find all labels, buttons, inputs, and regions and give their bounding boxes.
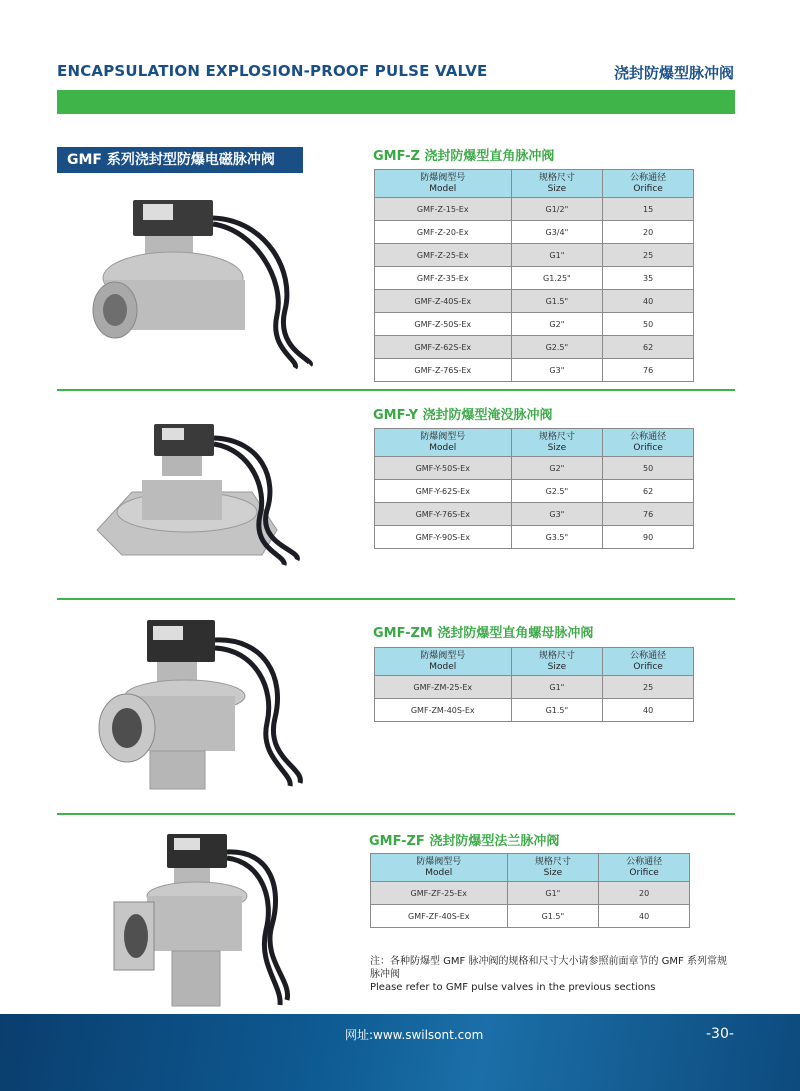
footer-website: 网址:www.swilsont.com [345, 1028, 484, 1042]
page-number: -30- [706, 1026, 734, 1042]
column-header-size: 规格尺寸 Size [507, 854, 599, 882]
valve-z-image [85, 190, 325, 370]
table-row: GMF-ZM-25-Ex G1" 25 [375, 676, 694, 699]
table-row: GMF-ZM-40S-Ex G1.5" 40 [375, 699, 694, 722]
green-banner [57, 90, 735, 114]
table-row: GMF-ZF-25-Ex G1" 20 [371, 882, 690, 905]
table-row: GMF-Y-90S-Ex G3.5" 90 [375, 526, 694, 549]
series-title: GMF 系列浇封型防爆电磁脉冲阀 [57, 147, 303, 173]
column-header-size: 规格尺寸 Size [511, 648, 603, 676]
spec-table-gmf-zm [374, 647, 694, 722]
section-divider [57, 598, 735, 600]
section-title-gmf-zm: GMF-ZM 浇封防爆型直角螺母脉冲阀 [373, 626, 594, 641]
column-header-model: 防爆阀型号 Model [375, 648, 512, 676]
valve-zm-image [95, 618, 315, 793]
spec-table-gmf-y [374, 428, 694, 549]
column-header-model: 防爆阀型号 Model [371, 854, 508, 882]
table-row: GMF-Y-50S-Ex G2" 50 [375, 457, 694, 480]
header-title-cn: 浇封防爆型脉冲阀 [613, 64, 734, 82]
valve-zf-image [112, 830, 312, 1010]
table-row: GMF-Z-25-Ex G1" 25 [375, 244, 694, 267]
column-header-orifice: 公称通径 Orifice [599, 854, 690, 882]
reference-note [370, 955, 730, 994]
note-en: Please refer to GMF pulse valves in the previous sections [370, 982, 656, 993]
column-header-orifice: 公称通径 Orifice [603, 429, 694, 457]
section-title-gmf-zf: GMF-ZF 浇封防爆型法兰脉冲阀 [369, 834, 560, 849]
section-divider [57, 389, 735, 391]
valve-y-image [92, 420, 322, 580]
section-title-gmf-z: GMF-Z 浇封防爆型直角脉冲阀 [373, 149, 555, 164]
table-row: GMF-Y-76S-Ex G3" 76 [375, 503, 694, 526]
header-title-en: ENCAPSULATION EXPLOSION-PROOF PULSE VALVE [57, 62, 488, 80]
section-title-gmf-y: GMF-Y 浇封防爆型淹没脉冲阀 [373, 408, 553, 423]
table-row: GMF-Y-62S-Ex G2.5" 62 [375, 480, 694, 503]
table-row: GMF-Z-35-Ex G1.25" 35 [375, 267, 694, 290]
spec-table-gmf-z [374, 169, 694, 382]
table-row: GMF-Z-76S-Ex G3" 76 [375, 359, 694, 382]
column-header-size: 规格尺寸 Size [511, 429, 603, 457]
column-header-orifice: 公称通径 Orifice [603, 170, 694, 198]
table-row: GMF-Z-50S-Ex G2" 50 [375, 313, 694, 336]
table-row: GMF-Z-20-Ex G3/4" 20 [375, 221, 694, 244]
table-row: GMF-ZF-40S-Ex G1.5" 40 [371, 905, 690, 928]
table-row: GMF-Z-15-Ex G1/2" 15 [375, 198, 694, 221]
table-row: GMF-Z-62S-Ex G2.5" 62 [375, 336, 694, 359]
section-divider [57, 813, 735, 815]
note-cn: 注：各种防爆型 GMF 脉冲阀的规格和尺寸大小请参照前面章节的 GMF 系列常规脉冲阀 [370, 956, 727, 980]
column-header-model: 防爆阀型号 Model [375, 170, 512, 198]
table-row: GMF-Z-40S-Ex G1.5" 40 [375, 290, 694, 313]
column-header-orifice: 公称通径 Orifice [603, 648, 694, 676]
column-header-size: 规格尺寸 Size [511, 170, 603, 198]
spec-table-gmf-zf [370, 853, 690, 928]
column-header-model: 防爆阀型号 Model [375, 429, 512, 457]
